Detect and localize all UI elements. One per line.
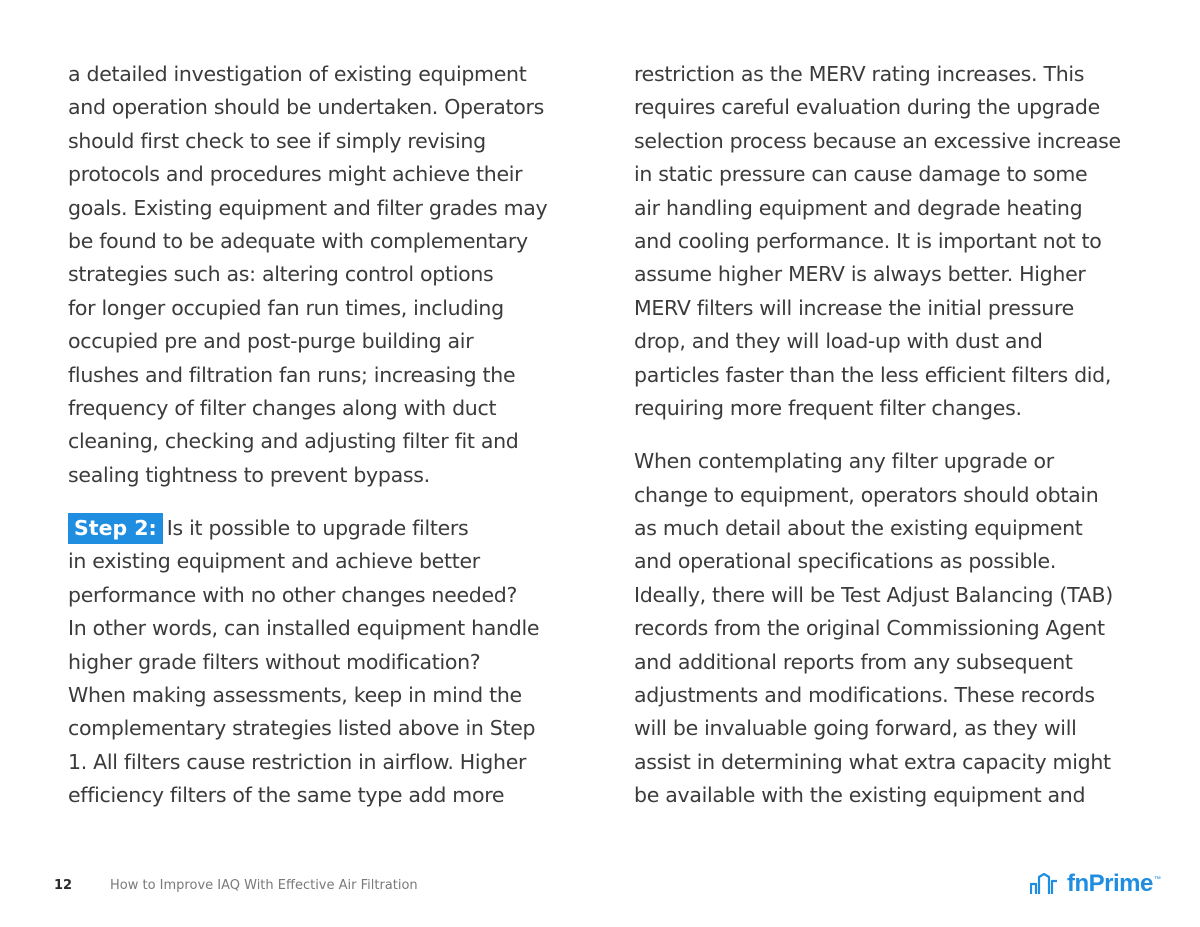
text-line: will be invaluable going forward, as they will (634, 716, 1077, 741)
text-line: for longer occupied fan run times, including (68, 295, 504, 320)
text-line: adjustments and modifications. These records (634, 683, 1095, 708)
paragraph-2 (68, 512, 568, 813)
paragraph-1 (68, 58, 568, 492)
text-line: occupied pre and post-purge building air (68, 329, 474, 354)
paragraph-3 (634, 58, 1134, 425)
text-line: requiring more frequent filter changes. (634, 395, 1022, 420)
text-line: higher grade filters without modification? (68, 649, 481, 674)
text-line: as much detail about the existing equipment (634, 516, 1083, 541)
text-line: in existing equipment and achieve better (68, 549, 480, 574)
paragraph-gap (634, 425, 1134, 445)
paragraph-4 (634, 445, 1134, 812)
text-line: particles faster than the less efficient filters did, (634, 362, 1112, 387)
right-column (634, 58, 1134, 813)
text-line: restriction as the MERV rating increases. This (634, 62, 1085, 86)
page-footer (0, 870, 1200, 898)
text-line: strategies such as: altering control options (68, 262, 494, 287)
text-line: MERV filters will increase the initial pressure (634, 295, 1074, 320)
text-line: In other words, can installed equipment handle (68, 616, 540, 641)
building-icon (1030, 873, 1064, 895)
text-line: When making assessments, keep in mind the (68, 683, 522, 708)
left-column (68, 58, 568, 813)
text-line: requires careful evaluation during the upgrade (634, 95, 1100, 120)
text-line: performance with no other changes needed? (68, 582, 518, 607)
text-line: goals. Existing equipment and filter grades may (68, 195, 548, 220)
text-line: assume higher MERV is always better. Higher (634, 262, 1086, 287)
text-line: in static pressure can cause damage to some (634, 162, 1088, 187)
text-line: a detailed investigation of existing equipment (68, 62, 527, 86)
text-line: and additional reports from any subsequent (634, 649, 1073, 674)
text-line: should first check to see if simply revising (68, 128, 486, 153)
logo-wordmark: fnPrime (1067, 870, 1153, 897)
text-line: drop, and they will load-up with dust and (634, 329, 1043, 354)
text-line: assist in determining what extra capacity might (634, 749, 1111, 774)
text-line: efficiency filters of the same type add more (68, 783, 505, 808)
text-line: be available with the existing equipment and (634, 783, 1086, 808)
text-line: When contemplating any filter upgrade or (634, 449, 1054, 474)
text-line: protocols and procedures might achieve their (68, 162, 523, 187)
text-line: and cooling performance. It is important not to (634, 228, 1102, 253)
text-line: complementary strategies listed above in Step (68, 716, 536, 741)
text-line: frequency of filter changes along with duct (68, 395, 497, 420)
text-line: sealing tightness to prevent bypass. (68, 462, 430, 487)
text-line: be found to be adequate with complementary (68, 228, 528, 253)
page-number: 12 (54, 878, 73, 893)
text-line-with-badge (68, 512, 568, 545)
text-line: Ideally, there will be Test Adjust Balancing (TAB) (634, 582, 1113, 607)
trademark-symbol: ™ (1153, 876, 1161, 883)
paragraph-gap (68, 492, 568, 512)
text-line: Is it possible to upgrade filters (166, 516, 469, 541)
step-badge: Step 2: (68, 513, 163, 544)
text-line: air handling equipment and degrade heating (634, 195, 1083, 220)
text-line: selection process because an excessive increase (634, 128, 1121, 153)
text-line: flushes and filtration fan runs; increasing the (68, 362, 516, 387)
text-line: and operation should be undertaken. Operators (68, 95, 544, 120)
document-title: How to Improve IAQ With Effective Air Filtration (110, 878, 418, 893)
text-line: cleaning, checking and adjusting filter fit and (68, 429, 519, 454)
text-line: 1. All filters cause restriction in airflow. Higher (68, 749, 527, 774)
text-line: records from the original Commissioning Agent (634, 616, 1105, 641)
text-line: and operational specifications as possible. (634, 549, 1057, 574)
text-line: change to equipment, operators should obtain (634, 482, 1099, 507)
brand-logo (1030, 870, 1161, 898)
